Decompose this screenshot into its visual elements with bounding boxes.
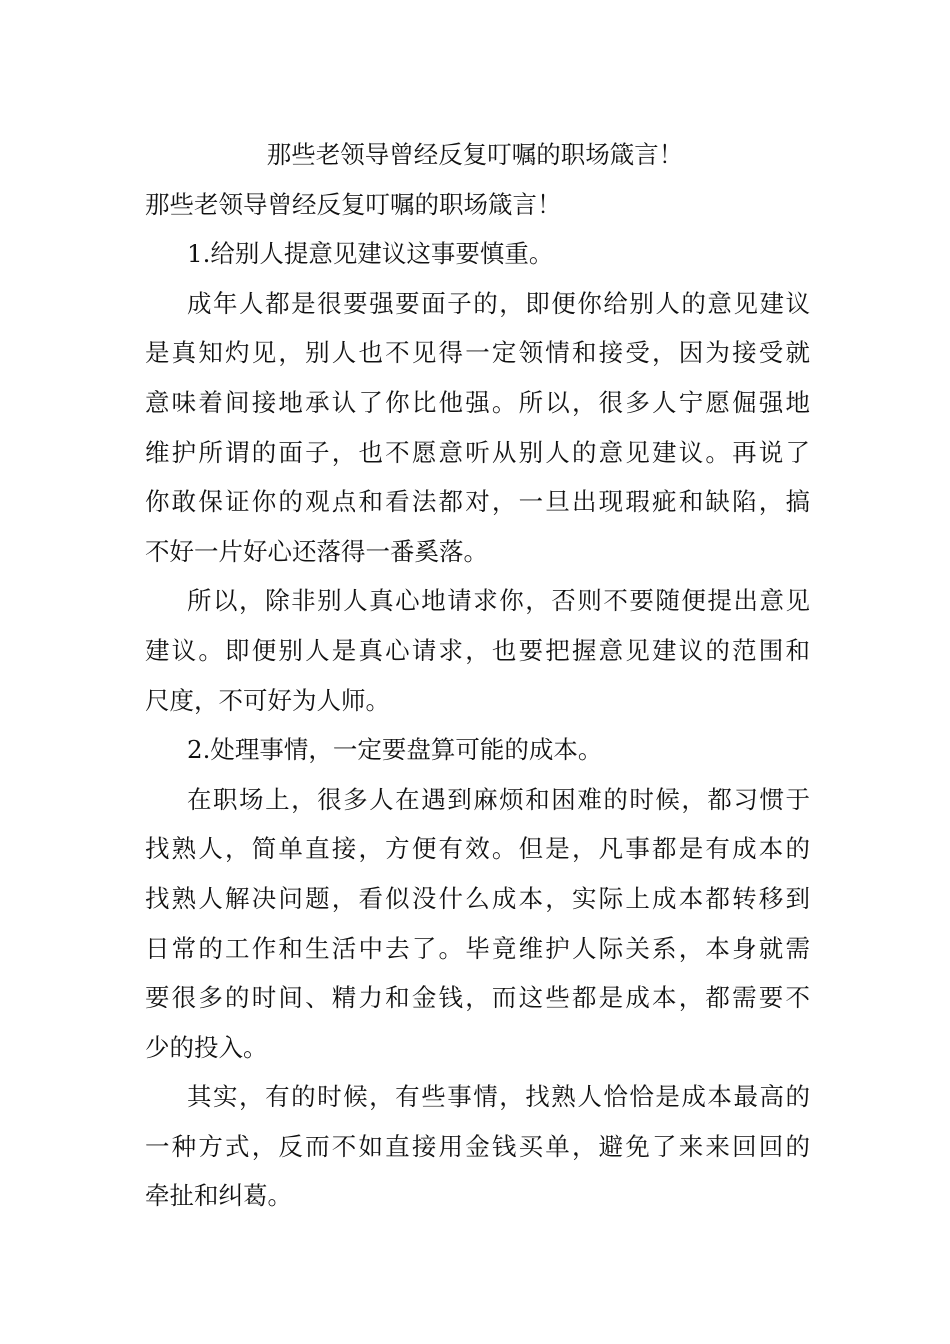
- paragraph-line: 找熟人解决问题，看似没什么成本，实际上成本都转移到: [145, 883, 810, 913]
- document-page: [145, 130, 810, 1221]
- paragraph: [145, 775, 810, 1073]
- paragraph-line: 日常的工作和生活中去了。毕竟维护人际关系，本身就需: [145, 933, 810, 963]
- paragraph-line: 找熟人，简单直接，方便有效。但是，凡事都是有成本的: [145, 834, 810, 864]
- document-body: [145, 229, 810, 1221]
- paragraph: [145, 279, 810, 577]
- paragraph-line: 是真知灼见，别人也不见得一定领情和接受，因为接受就: [145, 338, 810, 368]
- paragraph-line: 其实，有的时候，有些事情，找熟人恰恰是成本最高的: [187, 1082, 810, 1112]
- paragraph: [145, 229, 810, 279]
- paragraph: [145, 1072, 810, 1221]
- paragraph-line: 成年人都是很要强要面子的，即便你给别人的意见建议: [187, 288, 810, 318]
- paragraph-line: 1.给别人提意见建议这事要慎重。: [187, 239, 554, 269]
- paragraph-line: 意味着间接地承认了你比他强。所以，很多人宁愿倔强地: [145, 387, 810, 417]
- paragraph-line: 一种方式，反而不如直接用金钱买单，避免了来来回回的: [145, 1131, 810, 1161]
- paragraph-line: 不好一片好心还落得一番奚落。: [145, 536, 488, 566]
- paragraph-line: 你敢保证你的观点和看法都对，一旦出现瑕疵和缺陷，搞: [145, 487, 810, 517]
- paragraph-line: 在职场上，很多人在遇到麻烦和困难的时候，都习惯于: [187, 784, 810, 814]
- paragraph-line: 所以，除非别人真心地请求你，否则不要随便提出意见: [187, 586, 810, 616]
- paragraph-line: 少的投入。: [145, 1032, 268, 1062]
- paragraph-line: 2.处理事情，一定要盘算可能的成本。: [187, 735, 603, 765]
- document-heading: 那些老领导曾经反复叮嘱的职场箴言！: [145, 189, 562, 219]
- paragraph-line: 维护所谓的面子，也不愿意听从别人的意见建议。再说了: [145, 437, 810, 467]
- paragraph-line: 尺度，不可好为人师。: [145, 685, 390, 715]
- paragraph: [145, 725, 810, 775]
- paragraph-line: 要很多的时间、精力和金钱，而这些都是成本，都需要不: [145, 983, 810, 1013]
- paragraph-line: 牵扯和纠葛。: [145, 1181, 292, 1211]
- document-title: 那些老领导曾经反复叮嘱的职场箴言！: [266, 140, 684, 169]
- paragraph-line: 建议。即便别人是真心请求，也要把握意见建议的范围和: [145, 635, 810, 665]
- paragraph: [145, 576, 810, 725]
